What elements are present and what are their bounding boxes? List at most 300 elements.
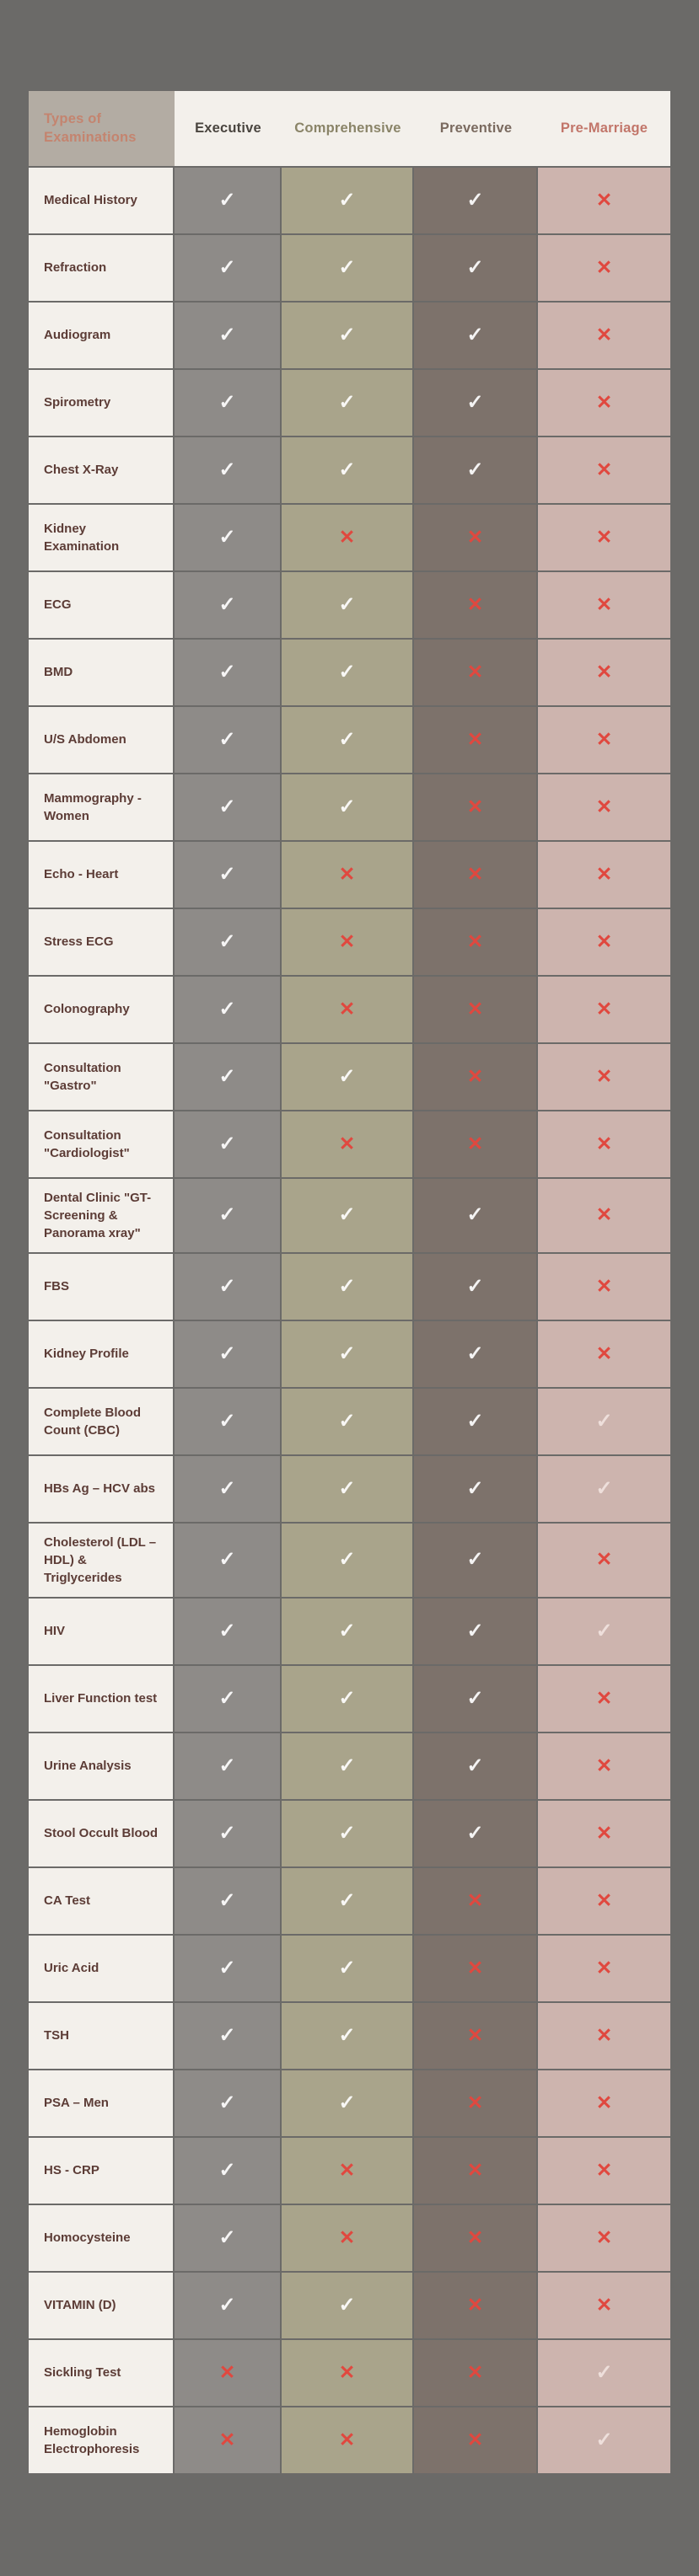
cell-executive bbox=[175, 1936, 282, 2003]
table-row bbox=[29, 1599, 670, 1666]
check-icon: ✓ bbox=[218, 2225, 236, 2249]
cell-pre-marriage bbox=[538, 2205, 670, 2273]
cross-icon: ✕ bbox=[595, 2158, 613, 2181]
table-row bbox=[29, 168, 670, 235]
cross-icon: ✕ bbox=[595, 1274, 613, 1297]
cross-icon: ✕ bbox=[466, 1888, 484, 1911]
cross-icon: ✕ bbox=[466, 795, 484, 817]
cell-pre-marriage bbox=[538, 1321, 670, 1389]
check-icon: ✓ bbox=[218, 2293, 236, 2316]
cell-executive bbox=[175, 437, 282, 505]
cell-preventive bbox=[414, 1801, 538, 1868]
cell-preventive bbox=[414, 235, 538, 303]
check-icon: ✓ bbox=[218, 390, 236, 414]
row-label: Uric Acid bbox=[29, 1936, 175, 2003]
row-label: TSH bbox=[29, 2003, 175, 2070]
cell-executive bbox=[175, 2340, 282, 2407]
check-icon: ✓ bbox=[338, 1342, 356, 1365]
check-icon: ✓ bbox=[218, 929, 236, 953]
cross-icon: ✕ bbox=[595, 592, 613, 615]
cell-pre-marriage bbox=[538, 168, 670, 235]
cell-executive bbox=[175, 572, 282, 640]
cell-pre-marriage bbox=[538, 1666, 670, 1733]
cross-icon: ✕ bbox=[595, 323, 613, 345]
cell-pre-marriage bbox=[538, 909, 670, 977]
cross-icon: ✕ bbox=[595, 1821, 613, 1844]
check-icon: ✓ bbox=[466, 323, 484, 346]
check-icon: ✓ bbox=[338, 1821, 356, 1845]
check-icon: ✓ bbox=[218, 525, 236, 549]
cell-comprehensive bbox=[282, 1524, 414, 1599]
check-icon: ✓ bbox=[466, 1274, 484, 1298]
cell-executive bbox=[175, 1254, 282, 1321]
cross-icon: ✕ bbox=[338, 862, 356, 885]
cell-comprehensive bbox=[282, 1389, 414, 1456]
check-icon: ✓ bbox=[218, 1686, 236, 1710]
cell-comprehensive bbox=[282, 1936, 414, 2003]
cell-executive bbox=[175, 505, 282, 572]
check-icon: ✓ bbox=[218, 1888, 236, 1912]
cross-icon: ✕ bbox=[595, 1203, 613, 1226]
check-icon: ✓ bbox=[218, 458, 236, 481]
check-icon: ✓ bbox=[466, 1619, 484, 1642]
cell-executive bbox=[175, 2273, 282, 2340]
row-label: FBS bbox=[29, 1254, 175, 1321]
row-label: ECG bbox=[29, 572, 175, 640]
cell-preventive bbox=[414, 977, 538, 1044]
row-label: Consultation "Cardiologist" bbox=[29, 1111, 175, 1179]
cell-comprehensive bbox=[282, 1044, 414, 1111]
cell-preventive bbox=[414, 2205, 538, 2273]
cross-icon: ✕ bbox=[595, 458, 613, 480]
check-icon: ✓ bbox=[218, 997, 236, 1020]
table-row bbox=[29, 437, 670, 505]
cell-comprehensive bbox=[282, 1599, 414, 1666]
cross-icon: ✕ bbox=[466, 1956, 484, 1979]
column-header-types-of-examinations: Types of Examinations bbox=[29, 91, 175, 168]
cross-icon: ✕ bbox=[595, 2023, 613, 2046]
cross-icon: ✕ bbox=[466, 2091, 484, 2113]
cell-preventive bbox=[414, 1599, 538, 1666]
table-row bbox=[29, 370, 670, 437]
cell-executive bbox=[175, 977, 282, 1044]
cell-comprehensive bbox=[282, 2340, 414, 2407]
row-label: Stool Occult Blood bbox=[29, 1801, 175, 1868]
row-label: Liver Function test bbox=[29, 1666, 175, 1733]
row-label: U/S Abdomen bbox=[29, 707, 175, 774]
table-row bbox=[29, 303, 670, 370]
cell-pre-marriage bbox=[538, 437, 670, 505]
table-row bbox=[29, 572, 670, 640]
row-label: Audiogram bbox=[29, 303, 175, 370]
cross-icon: ✕ bbox=[595, 390, 613, 413]
row-label: CA Test bbox=[29, 1868, 175, 1936]
cell-preventive bbox=[414, 1524, 538, 1599]
cell-preventive bbox=[414, 1936, 538, 2003]
check-icon: ✓ bbox=[218, 2158, 236, 2182]
row-label: HIV bbox=[29, 1599, 175, 1666]
cross-icon: ✕ bbox=[466, 2158, 484, 2181]
table-row bbox=[29, 774, 670, 842]
check-icon: ✓ bbox=[338, 1203, 356, 1227]
check-icon: ✓ bbox=[466, 390, 484, 414]
cross-icon: ✕ bbox=[595, 1686, 613, 1709]
cross-icon: ✕ bbox=[466, 525, 484, 548]
cross-icon: ✕ bbox=[595, 727, 613, 750]
cell-comprehensive bbox=[282, 303, 414, 370]
cell-comprehensive bbox=[282, 2407, 414, 2475]
check-icon: ✓ bbox=[218, 188, 236, 212]
table-row bbox=[29, 2407, 670, 2475]
check-icon: ✓ bbox=[466, 1548, 484, 1572]
cell-executive bbox=[175, 774, 282, 842]
cell-executive bbox=[175, 1666, 282, 1733]
check-icon: ✓ bbox=[466, 1203, 484, 1227]
row-label: Urine Analysis bbox=[29, 1733, 175, 1801]
cross-icon: ✕ bbox=[466, 862, 484, 885]
row-label: Sickling Test bbox=[29, 2340, 175, 2407]
check-icon: ✓ bbox=[218, 1064, 236, 1088]
row-label: VITAMIN (D) bbox=[29, 2273, 175, 2340]
check-icon: ✓ bbox=[466, 458, 484, 481]
check-icon: ✓ bbox=[595, 1409, 613, 1433]
cell-pre-marriage bbox=[538, 1733, 670, 1801]
cell-comprehensive bbox=[282, 909, 414, 977]
cross-icon: ✕ bbox=[595, 1888, 613, 1911]
cross-icon: ✕ bbox=[595, 2225, 613, 2248]
cell-executive bbox=[175, 909, 282, 977]
cell-preventive bbox=[414, 774, 538, 842]
row-label: Chest X-Ray bbox=[29, 437, 175, 505]
cell-executive bbox=[175, 370, 282, 437]
cell-executive bbox=[175, 2003, 282, 2070]
cell-comprehensive bbox=[282, 1456, 414, 1524]
table-row bbox=[29, 505, 670, 572]
check-icon: ✓ bbox=[338, 1686, 356, 1710]
check-icon: ✓ bbox=[218, 1754, 236, 1777]
table-row bbox=[29, 1868, 670, 1936]
cell-pre-marriage bbox=[538, 707, 670, 774]
row-label: Complete Blood Count (CBC) bbox=[29, 1389, 175, 1456]
row-label: Kidney Profile bbox=[29, 1321, 175, 1389]
cell-comprehensive bbox=[282, 707, 414, 774]
check-icon: ✓ bbox=[218, 727, 236, 751]
cross-icon: ✕ bbox=[466, 2023, 484, 2046]
cell-comprehensive bbox=[282, 1321, 414, 1389]
table-row bbox=[29, 842, 670, 909]
check-icon: ✓ bbox=[466, 1686, 484, 1710]
check-icon: ✓ bbox=[218, 862, 236, 886]
cross-icon: ✕ bbox=[595, 525, 613, 548]
cross-icon: ✕ bbox=[466, 592, 484, 615]
check-icon: ✓ bbox=[338, 2091, 356, 2114]
table-row bbox=[29, 1321, 670, 1389]
cell-pre-marriage bbox=[538, 1389, 670, 1456]
check-icon: ✓ bbox=[218, 1409, 236, 1433]
examination-comparison-table bbox=[29, 91, 670, 2475]
cell-preventive bbox=[414, 842, 538, 909]
cell-preventive bbox=[414, 1321, 538, 1389]
check-icon: ✓ bbox=[338, 390, 356, 414]
cross-icon: ✕ bbox=[466, 1132, 484, 1154]
row-label: Cholesterol (LDL – HDL) & Triglycerides bbox=[29, 1524, 175, 1599]
cross-icon: ✕ bbox=[218, 2428, 236, 2450]
cell-comprehensive bbox=[282, 2138, 414, 2205]
row-label: Colonography bbox=[29, 977, 175, 1044]
cross-icon: ✕ bbox=[595, 660, 613, 683]
check-icon: ✓ bbox=[218, 1132, 236, 1155]
cell-pre-marriage bbox=[538, 303, 670, 370]
cross-icon: ✕ bbox=[595, 1342, 613, 1364]
check-icon: ✓ bbox=[338, 1754, 356, 1777]
check-icon: ✓ bbox=[338, 188, 356, 212]
check-icon: ✓ bbox=[218, 592, 236, 616]
cell-comprehensive bbox=[282, 235, 414, 303]
row-label: BMD bbox=[29, 640, 175, 707]
check-icon: ✓ bbox=[338, 255, 356, 279]
cell-executive bbox=[175, 1111, 282, 1179]
check-icon: ✓ bbox=[218, 2091, 236, 2114]
cell-executive bbox=[175, 1599, 282, 1666]
table-row bbox=[29, 1524, 670, 1599]
table-row bbox=[29, 2205, 670, 2273]
column-header-executive: Executive bbox=[175, 91, 282, 168]
check-icon: ✓ bbox=[338, 1064, 356, 1088]
cell-pre-marriage bbox=[538, 1179, 670, 1254]
cell-executive bbox=[175, 1801, 282, 1868]
row-label: Kidney Examination bbox=[29, 505, 175, 572]
cross-icon: ✕ bbox=[595, 2091, 613, 2113]
table-row bbox=[29, 2070, 670, 2138]
cell-pre-marriage bbox=[538, 370, 670, 437]
cell-comprehensive bbox=[282, 640, 414, 707]
cell-executive bbox=[175, 2407, 282, 2475]
cross-icon: ✕ bbox=[466, 2360, 484, 2383]
cross-icon: ✕ bbox=[466, 1064, 484, 1087]
cell-pre-marriage bbox=[538, 1044, 670, 1111]
cell-executive bbox=[175, 1389, 282, 1456]
cross-icon: ✕ bbox=[338, 2158, 356, 2181]
row-label: HBs Ag – HCV abs bbox=[29, 1456, 175, 1524]
check-icon: ✓ bbox=[338, 1409, 356, 1433]
check-icon: ✓ bbox=[338, 795, 356, 818]
cell-preventive bbox=[414, 2003, 538, 2070]
cell-executive bbox=[175, 1456, 282, 1524]
cell-pre-marriage bbox=[538, 2273, 670, 2340]
table-row bbox=[29, 1936, 670, 2003]
cell-comprehensive bbox=[282, 2003, 414, 2070]
cell-pre-marriage bbox=[538, 1868, 670, 1936]
check-icon: ✓ bbox=[466, 1476, 484, 1500]
cell-pre-marriage bbox=[538, 1936, 670, 2003]
check-icon: ✓ bbox=[338, 1476, 356, 1500]
cell-executive bbox=[175, 303, 282, 370]
cell-preventive bbox=[414, 1456, 538, 1524]
check-icon: ✓ bbox=[338, 592, 356, 616]
check-icon: ✓ bbox=[466, 255, 484, 279]
check-icon: ✓ bbox=[218, 1274, 236, 1298]
cross-icon: ✕ bbox=[338, 929, 356, 952]
table-row bbox=[29, 2138, 670, 2205]
table-row bbox=[29, 1801, 670, 1868]
cell-preventive bbox=[414, 370, 538, 437]
cell-preventive bbox=[414, 707, 538, 774]
cell-preventive bbox=[414, 2340, 538, 2407]
cell-executive bbox=[175, 168, 282, 235]
table-row bbox=[29, 977, 670, 1044]
table-row bbox=[29, 1254, 670, 1321]
cell-comprehensive bbox=[282, 1111, 414, 1179]
cross-icon: ✕ bbox=[218, 2360, 236, 2383]
cross-icon: ✕ bbox=[466, 929, 484, 952]
table-row bbox=[29, 707, 670, 774]
check-icon: ✓ bbox=[218, 660, 236, 683]
table-row bbox=[29, 1733, 670, 1801]
cross-icon: ✕ bbox=[466, 2293, 484, 2316]
cell-comprehensive bbox=[282, 977, 414, 1044]
row-label: Consultation "Gastro" bbox=[29, 1044, 175, 1111]
row-label: Stress ECG bbox=[29, 909, 175, 977]
check-icon: ✓ bbox=[595, 1619, 613, 1642]
cell-executive bbox=[175, 1868, 282, 1936]
cell-preventive bbox=[414, 437, 538, 505]
cell-comprehensive bbox=[282, 572, 414, 640]
cell-preventive bbox=[414, 1666, 538, 1733]
cell-pre-marriage bbox=[538, 977, 670, 1044]
check-icon: ✓ bbox=[218, 2023, 236, 2047]
cell-pre-marriage bbox=[538, 1599, 670, 1666]
table-row bbox=[29, 1666, 670, 1733]
table-row bbox=[29, 909, 670, 977]
row-label: Dental Clinic "GT- Screening & Panorama xray" bbox=[29, 1179, 175, 1254]
check-icon: ✓ bbox=[595, 1476, 613, 1500]
cross-icon: ✕ bbox=[338, 2225, 356, 2248]
cell-executive bbox=[175, 1733, 282, 1801]
check-icon: ✓ bbox=[595, 2360, 613, 2384]
cell-executive bbox=[175, 2070, 282, 2138]
cell-pre-marriage bbox=[538, 774, 670, 842]
cell-comprehensive bbox=[282, 437, 414, 505]
check-icon: ✓ bbox=[338, 660, 356, 683]
row-label: Echo - Heart bbox=[29, 842, 175, 909]
cross-icon: ✕ bbox=[338, 997, 356, 1020]
cross-icon: ✕ bbox=[595, 2293, 613, 2316]
cell-preventive bbox=[414, 909, 538, 977]
check-icon: ✓ bbox=[218, 1476, 236, 1500]
cross-icon: ✕ bbox=[595, 862, 613, 885]
check-icon: ✓ bbox=[338, 323, 356, 346]
row-label: Refraction bbox=[29, 235, 175, 303]
check-icon: ✓ bbox=[466, 1342, 484, 1365]
table-row bbox=[29, 235, 670, 303]
cell-executive bbox=[175, 1524, 282, 1599]
cell-comprehensive bbox=[282, 1254, 414, 1321]
cell-comprehensive bbox=[282, 2205, 414, 2273]
cell-executive bbox=[175, 1044, 282, 1111]
check-icon: ✓ bbox=[338, 2293, 356, 2316]
cell-preventive bbox=[414, 303, 538, 370]
cell-pre-marriage bbox=[538, 2003, 670, 2070]
cross-icon: ✕ bbox=[595, 1956, 613, 1979]
cell-preventive bbox=[414, 1111, 538, 1179]
cell-comprehensive bbox=[282, 1733, 414, 1801]
check-icon: ✓ bbox=[338, 1274, 356, 1298]
cross-icon: ✕ bbox=[595, 1064, 613, 1087]
check-icon: ✓ bbox=[218, 1619, 236, 1642]
cross-icon: ✕ bbox=[595, 188, 613, 211]
column-header-comprehensive: Comprehensive bbox=[282, 91, 414, 168]
table-row bbox=[29, 2003, 670, 2070]
check-icon: ✓ bbox=[218, 795, 236, 818]
cross-icon: ✕ bbox=[595, 1548, 613, 1571]
cell-pre-marriage bbox=[538, 505, 670, 572]
check-icon: ✓ bbox=[338, 2023, 356, 2047]
check-icon: ✓ bbox=[466, 1821, 484, 1845]
table-row bbox=[29, 640, 670, 707]
cell-pre-marriage bbox=[538, 235, 670, 303]
cell-pre-marriage bbox=[538, 2070, 670, 2138]
cross-icon: ✕ bbox=[595, 929, 613, 952]
row-label: Homocysteine bbox=[29, 2205, 175, 2273]
cross-icon: ✕ bbox=[338, 2428, 356, 2450]
table-row bbox=[29, 1389, 670, 1456]
cell-preventive bbox=[414, 2070, 538, 2138]
cell-preventive bbox=[414, 2138, 538, 2205]
cell-executive bbox=[175, 640, 282, 707]
cell-comprehensive bbox=[282, 1801, 414, 1868]
check-icon: ✓ bbox=[218, 1956, 236, 1979]
cell-comprehensive bbox=[282, 2273, 414, 2340]
cross-icon: ✕ bbox=[466, 2225, 484, 2248]
cell-executive bbox=[175, 2138, 282, 2205]
check-icon: ✓ bbox=[218, 1203, 236, 1227]
row-label: Hemoglobin Electrophoresis bbox=[29, 2407, 175, 2475]
cell-comprehensive bbox=[282, 370, 414, 437]
table-row bbox=[29, 2340, 670, 2407]
cell-pre-marriage bbox=[538, 1111, 670, 1179]
check-icon: ✓ bbox=[338, 1888, 356, 1912]
cell-comprehensive bbox=[282, 1666, 414, 1733]
cross-icon: ✕ bbox=[338, 1132, 356, 1154]
cell-preventive bbox=[414, 1044, 538, 1111]
cell-executive bbox=[175, 2205, 282, 2273]
cell-preventive bbox=[414, 640, 538, 707]
cell-executive bbox=[175, 235, 282, 303]
table-header bbox=[29, 91, 670, 168]
cell-preventive bbox=[414, 572, 538, 640]
cell-pre-marriage bbox=[538, 2340, 670, 2407]
table-body bbox=[29, 168, 670, 2475]
check-icon: ✓ bbox=[218, 1821, 236, 1845]
cell-preventive bbox=[414, 1733, 538, 1801]
header-row bbox=[29, 91, 670, 168]
cross-icon: ✕ bbox=[595, 1132, 613, 1154]
cross-icon: ✕ bbox=[595, 255, 613, 278]
check-icon: ✓ bbox=[466, 188, 484, 212]
column-header-preventive: Preventive bbox=[414, 91, 538, 168]
check-icon: ✓ bbox=[595, 2428, 613, 2451]
check-icon: ✓ bbox=[218, 1548, 236, 1572]
cell-preventive bbox=[414, 2273, 538, 2340]
cell-comprehensive bbox=[282, 2070, 414, 2138]
cross-icon: ✕ bbox=[595, 795, 613, 817]
cell-pre-marriage bbox=[538, 1801, 670, 1868]
check-icon: ✓ bbox=[338, 1548, 356, 1572]
row-label: Mammography - Women bbox=[29, 774, 175, 842]
cell-comprehensive bbox=[282, 505, 414, 572]
cell-preventive bbox=[414, 1254, 538, 1321]
row-label: HS - CRP bbox=[29, 2138, 175, 2205]
